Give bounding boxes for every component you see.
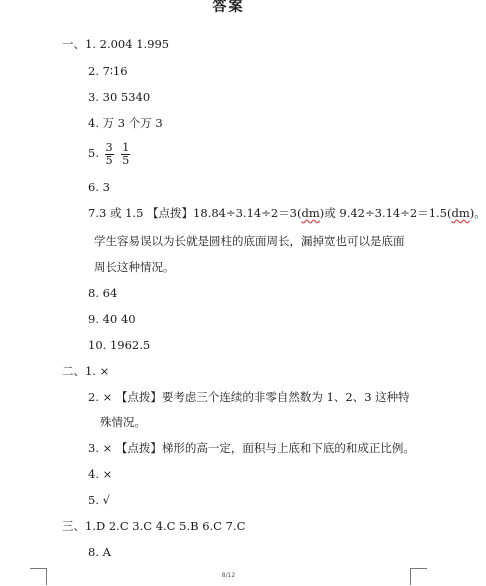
answer-2-5: 5. √	[88, 493, 110, 507]
answer-1-6: 6. 3	[88, 180, 110, 194]
section3-q1	[62, 519, 245, 533]
section2-marker: 二、	[62, 364, 85, 378]
answer-2-2: 2. × 【点拨】要考虑三个连续的非零自然数为 1、2、3 这种特	[88, 390, 410, 404]
answer-1-8: 8. 64	[88, 286, 118, 300]
section3-marker: 三、	[62, 519, 85, 533]
fraction-one-fifth	[121, 142, 130, 167]
answer-1-3: 3. 30 5340	[88, 90, 151, 104]
answer-2-2-continued: 殊情况。	[100, 415, 146, 429]
fraction-denominator: 5	[105, 153, 113, 167]
section1-q1	[62, 37, 169, 51]
answer-1-4: 4. 万 3 个万 3	[88, 116, 163, 130]
answer-1-7-prefix: 7.3 或 1.5 【点拨】18.84÷3.14÷2＝3(	[88, 206, 302, 220]
answer-1-7-suffix: )。	[469, 206, 486, 220]
answer-1-1: 1. 2.004 1.995	[85, 37, 170, 51]
section1-marker: 一、	[62, 37, 85, 51]
page-number: 8/12	[221, 572, 236, 579]
answer-3-1-to-7: 1.D 2.C 3.C 4.C 5.B 6.C 7.C	[85, 519, 246, 533]
answer-3-8: 8. A	[88, 545, 111, 559]
answer-1-2: 2. 7∶16	[88, 64, 128, 78]
fraction-numerator: 1	[122, 140, 130, 154]
answer-1-5	[88, 140, 132, 167]
answer-1-10: 10. 1962.5	[88, 338, 151, 352]
fraction-numerator: 3	[105, 140, 113, 154]
section2-q1	[62, 364, 109, 378]
fraction-denominator: 5	[122, 153, 130, 167]
answer-2-4: 4. ×	[88, 467, 113, 481]
answer-1-7	[88, 206, 486, 220]
answer-1-7-middle: )或 9.42÷3.14÷2＝1.5(	[319, 206, 452, 220]
answer-1-5-label: 5.	[88, 146, 99, 160]
answer-1-7-explanation-1: 学生容易误以为长就是圆柱的底面周长，漏掉宽也可以是底面	[94, 234, 405, 248]
page-title: 答案	[212, 0, 245, 15]
answer-2-3: 3. × 【点拨】梯形的高一定，面积与上底和下底的和成正比例。	[88, 441, 415, 455]
fraction-three-fifths	[105, 142, 114, 167]
answer-1-7-explanation-2: 周长这种情况。	[94, 260, 175, 274]
unit-dm: dm	[451, 206, 470, 220]
answer-1-9: 9. 40 40	[88, 312, 136, 326]
answer-2-1: 1. ×	[85, 364, 110, 378]
unit-dm: dm	[301, 206, 320, 220]
